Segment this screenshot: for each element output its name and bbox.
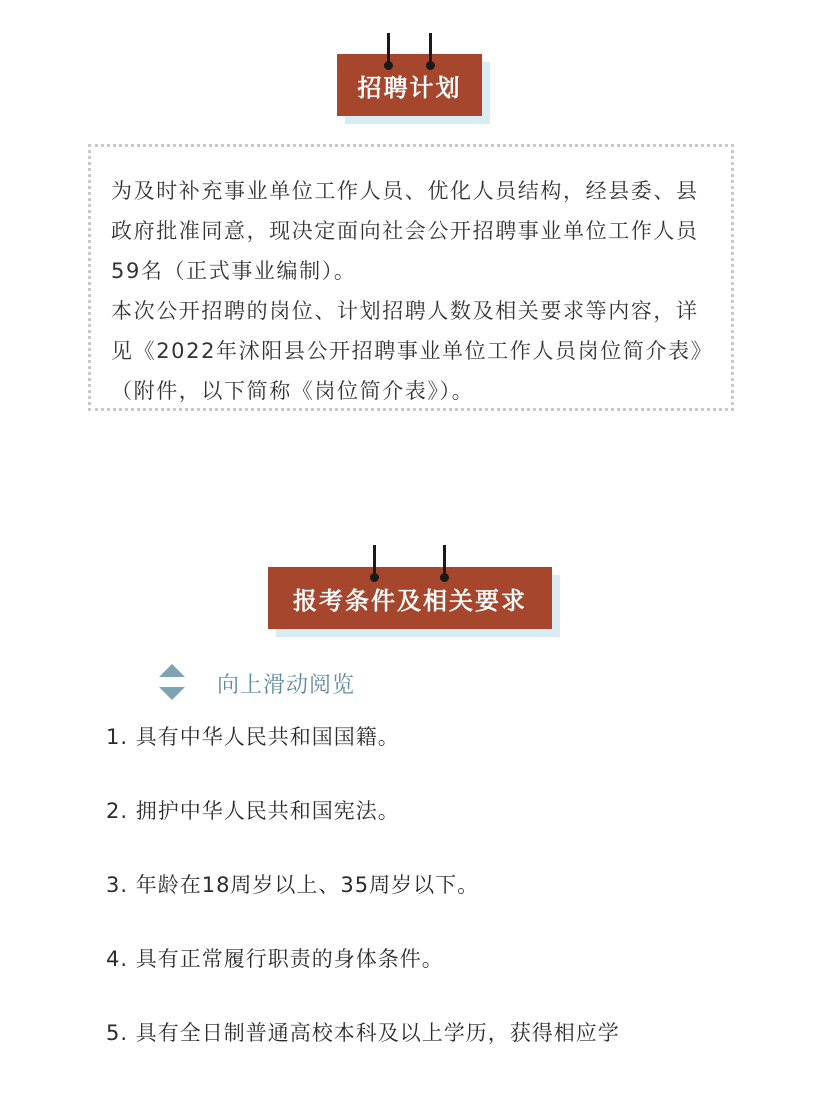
requirement-item: 3. 年龄在18周岁以上、35周岁以下。 xyxy=(106,873,480,897)
pin-dot xyxy=(440,573,449,582)
requirement-item: 4. 具有正常履行职责的身体条件。 xyxy=(106,947,444,971)
section-title: 招聘计划 xyxy=(337,54,482,116)
recruitment-plan-box xyxy=(88,144,734,411)
section-tag-requirements xyxy=(268,567,552,629)
pin-dot xyxy=(370,573,379,582)
plan-paragraph: 本次公开招聘的岗位、计划招聘人数及相关要求等内容，详见《2022年沭阳县公开招聘事业单位工作人员岗位简介表》（附件，以下简称《岗位简介表》）。 xyxy=(111,299,714,403)
scroll-hint-text: 向上滑动阅览 xyxy=(217,672,356,698)
requirement-item: 2. 拥护中华人民共和国宪法。 xyxy=(106,799,400,823)
plan-paragraph: 为及时补充事业单位工作人员、优化人员结构，经县委、县政府批准同意，现决定面向社会公开招聘事业单位工作人员59名（正式事业编制）。 xyxy=(111,179,699,283)
scroll-hint[interactable] xyxy=(158,663,355,703)
section-title: 报考条件及相关要求 xyxy=(268,567,552,629)
pin-dot xyxy=(426,61,435,70)
requirement-item: 5. 具有全日制普通高校本科及以上学历，获得相应学 xyxy=(106,1021,620,1045)
requirements-list xyxy=(106,722,796,1092)
section-tag-recruitment-plan xyxy=(337,54,482,116)
pin-dot xyxy=(384,61,393,70)
up-down-arrows-icon xyxy=(158,663,186,703)
requirement-item: 1. 具有中华人民共和国国籍。 xyxy=(106,725,400,749)
